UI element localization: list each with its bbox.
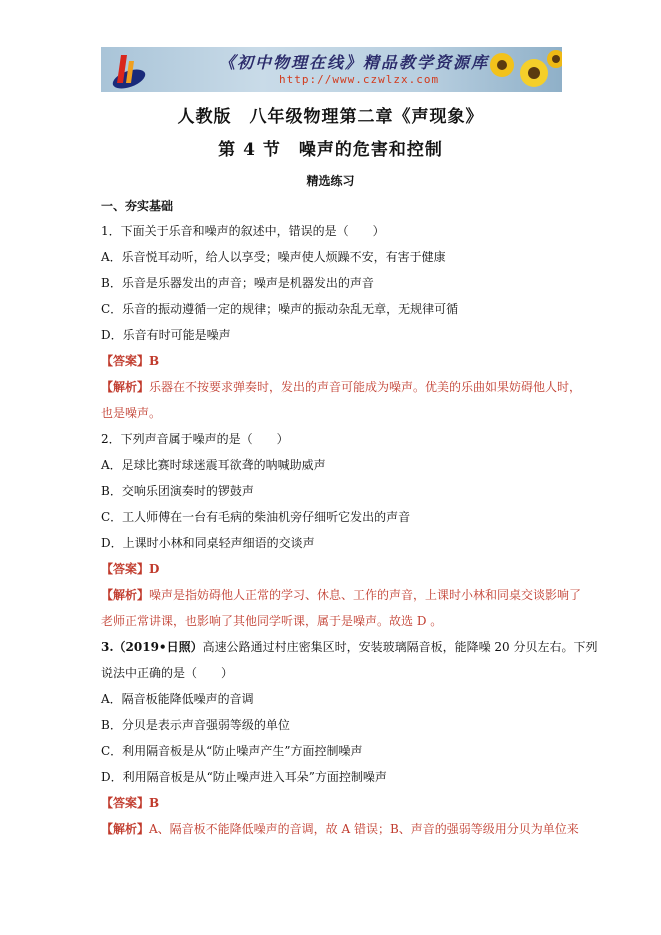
banner-url: http://www.czwlzx.com [279, 73, 440, 86]
q2-explanation-line2: 老师正常讲课，也影响了其他同学听课，属于是噪声。故选 D 。 [101, 614, 443, 628]
q1-option-d: D．乐音有时可能是噪声 [101, 328, 231, 342]
q1-option-b: B．乐音是乐器发出的声音；噪声是机器发出的声音 [101, 276, 374, 290]
q3-answer: 【答案】B [101, 796, 160, 810]
q1-option-a: A．乐音悦耳动听，给人以享受；噪声使人烦躁不安，有害于健康 [101, 250, 446, 264]
q1-stem: 1．下面关于乐音和噪声的叙述中，错误的是（ ） [101, 224, 385, 238]
q3-option-b: B．分贝是表示声音强弱等级的单位 [101, 718, 290, 732]
q1-explanation-line2: 也是噪声。 [101, 406, 162, 420]
section-title: 第 4 节 噪声的危害和控制 [218, 140, 443, 160]
section-heading: 一、夯实基础 [101, 199, 174, 213]
q1-answer: 【答案】B [101, 354, 160, 368]
q1-explanation-line1: 【解析】乐器在不按要求弹奏时，发出的声音可能成为噪声。优美的乐曲如果妨碍他人时， [101, 380, 582, 394]
q3-option-c: C．利用隔音板是从“防止噪声产生”方面控制噪声 [101, 744, 363, 758]
sunflower-icon [472, 47, 562, 92]
header-banner [101, 47, 562, 92]
q2-option-b: B．交响乐团演奏时的锣鼓声 [101, 484, 254, 498]
q1-option-c: C．乐音的振动遵循一定的规律；噪声的振动杂乱无章，无规律可循 [101, 302, 459, 316]
document-title: 人教版 八年级物理第二章《声现象》 [177, 107, 484, 127]
exercise-subtitle: 精选练习 [306, 174, 355, 188]
q3-stem-line1: 3.（2019•日照）高速公路通过村庄密集区时，安装玻璃隔音板，能降噪 20 分贝左右。下列 [101, 640, 598, 654]
q2-option-a: A．足球比赛时球迷震耳欲聋的呐喊助威声 [101, 458, 326, 472]
q2-option-d: D．上课时小林和同桌轻声细语的交谈声 [101, 536, 315, 550]
site-logo-icon [107, 49, 155, 91]
q3-option-d: D．利用隔音板是从“防止噪声进入耳朵”方面控制噪声 [101, 770, 387, 784]
q3-stem-line2: 说法中正确的是（ ） [101, 666, 234, 680]
q2-stem: 2．下列声音属于噪声的是（ ） [101, 432, 289, 446]
q3-option-a: A．隔音板能降低噪声的音调 [101, 692, 254, 706]
q2-answer: 【答案】D [101, 562, 160, 576]
q2-option-c: C．工人师傅在一台有毛病的柴油机旁仔细听它发出的声音 [101, 510, 411, 524]
q2-explanation-line1: 【解析】噪声是指妨碍他人正常的学习、休息、工作的声音，上课时小林和同桌交谈影响了 [101, 588, 582, 602]
banner-title: 《初中物理在线》精品教学资源库 [219, 53, 490, 72]
q3-explanation-line1: 【解析】A、隔音板不能降低噪声的音调，故 A 错误；B、声音的强弱等级用分贝为单位来 [101, 822, 579, 836]
